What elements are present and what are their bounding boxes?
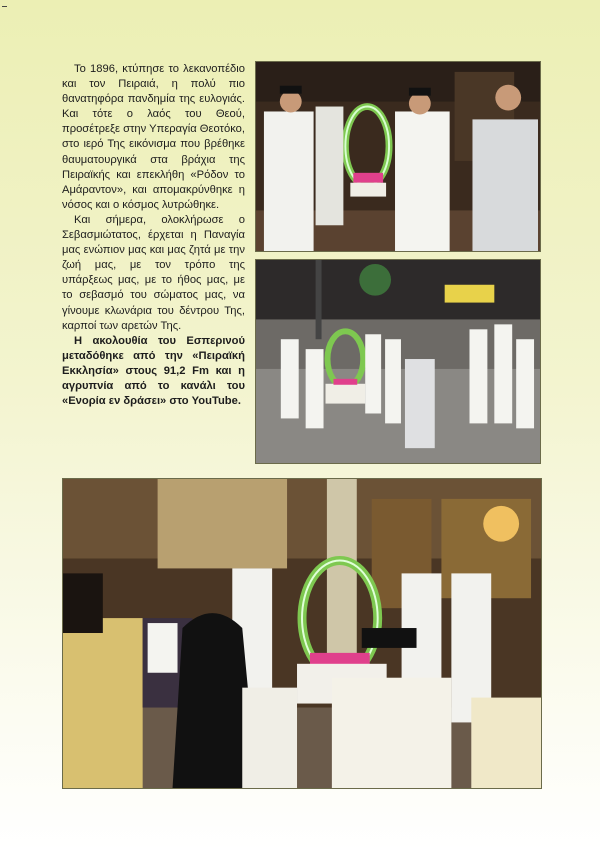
photo-officers-with-icon xyxy=(255,61,541,252)
photo-procession-outdoors xyxy=(255,259,541,464)
photo-clergy-in-church xyxy=(62,478,542,789)
article-text-column xyxy=(62,62,245,409)
page-corner-mark xyxy=(2,6,7,7)
article-paragraph-2: Και σήμερα, ολοκλήρωσε ο Σεβασμιώτατος, έρχεται η Παναγία μας ενώπιον μας και μας ζητά με την ζωή μας, με τον τρόπο της υπάρξεως μας, με το ήθος μας, με το σεβασμό του σώματος μας, να γίνουμε κλωνάρια του δέντρου Της, καρποί των αρετών Της. xyxy=(62,213,245,332)
broadcast-note: Η ακολουθία του Εσπερινού μεταδόθηκε από την «Πειραϊκή Εκκλησία» στους 91,2 Fm και η αγρυπνία από το κανάλι του «Ενορία εν δράσει» στο YouTube. xyxy=(62,334,245,408)
article-paragraph-1: Το 1896, κτύπησε το λεκανοπέδιο και τον Πειραιά, η πολύ πιο θανατηφόρα πανδημία της ευλογιάς. Και τότε ο λαός του Θεού, προσέτρεξε στην Υπεραγία Θεοτόκο, στο ιερό Της εικόνισμα που βρέθηκε θαυματουργικά στα βράχια της Πειραϊκής και επεκλήθη «Ρόδον το Αμάραντον», και απομακρύνθηκε η νόσος και ο κόσμος λυτρώθηκε. xyxy=(62,63,245,211)
